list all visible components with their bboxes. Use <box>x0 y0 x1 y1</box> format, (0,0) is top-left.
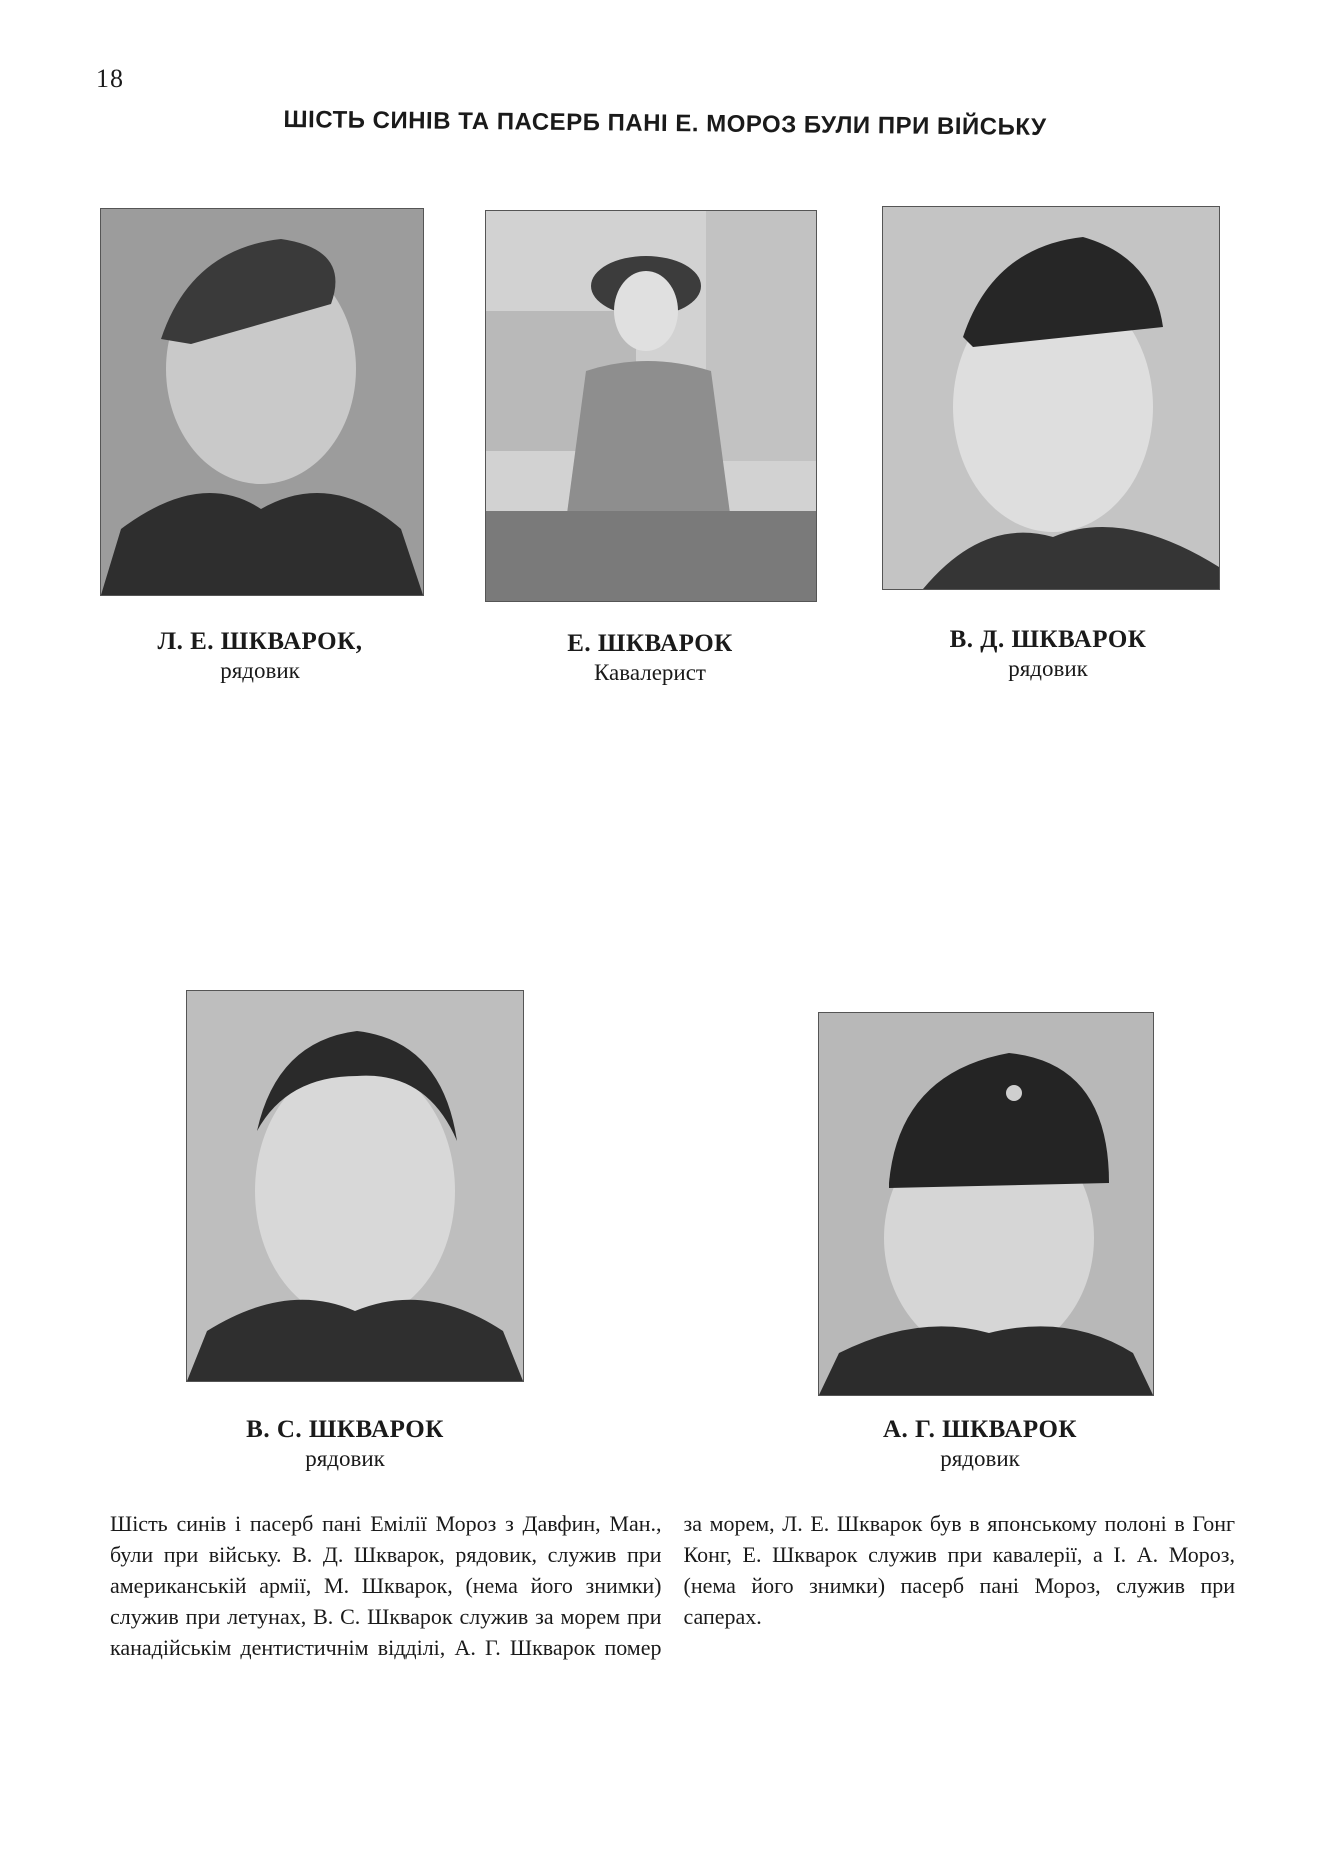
portrait-photo-1 <box>100 208 424 596</box>
portrait-name: В. С. ШКВАРОК <box>246 1416 444 1443</box>
portrait-name: Е. ШКВАРОК <box>567 630 733 657</box>
portrait-rank: рядовик <box>940 1446 1020 1471</box>
portrait-photo-4 <box>186 990 524 1382</box>
portrait-rank: рядовик <box>305 1446 385 1471</box>
body-paragraph: Шість синів і пасерб пані Емілії Мороз з Давфин, Ман., були при війську. В. Д. Шкварок, рядовик, служив при американській армії, М. Шкварок, (нема його знимки) служив при летунах, В. С. Шкварок служив за морем при канадійськім дентистичнім відділі, А. Г. Шкварок помер за морем, Л. Е. Шкварок був в японському полоні в Гонг Конг, Е. Шкварок служив при кавалерії, а І. А. Мороз, (нема його знимки) пасерб пані Мороз, служив при саперах. <box>110 1511 1235 1660</box>
portrait-photo-5 <box>818 1012 1154 1396</box>
portrait-caption-4 <box>165 1416 525 1472</box>
page-title: ШІСТЬ СИНІВ ТА ПАСЕРБ ПАНІ Е. МОРОЗ БУЛИ ПРИ ВІЙСЬКУ <box>283 106 1047 141</box>
portrait-caption-1 <box>80 628 440 684</box>
portrait-name: Л. Е. ШКВАРОК, <box>157 628 363 655</box>
portrait-caption-3 <box>868 626 1228 682</box>
page-number: 18 <box>96 64 124 93</box>
portrait-rank: рядовик <box>220 658 300 683</box>
portrait-photo-3 <box>882 206 1220 590</box>
portrait-name: В. Д. ШКВАРОК <box>949 626 1147 653</box>
portrait-rank: рядовик <box>1008 656 1088 681</box>
portrait-photo-2 <box>485 210 817 602</box>
portrait-caption-2 <box>470 630 830 686</box>
portrait-rank: Кавалерист <box>594 660 706 685</box>
portrait-caption-5 <box>800 1416 1160 1472</box>
portrait-name: А. Г. ШКВАРОК <box>882 1416 1078 1443</box>
